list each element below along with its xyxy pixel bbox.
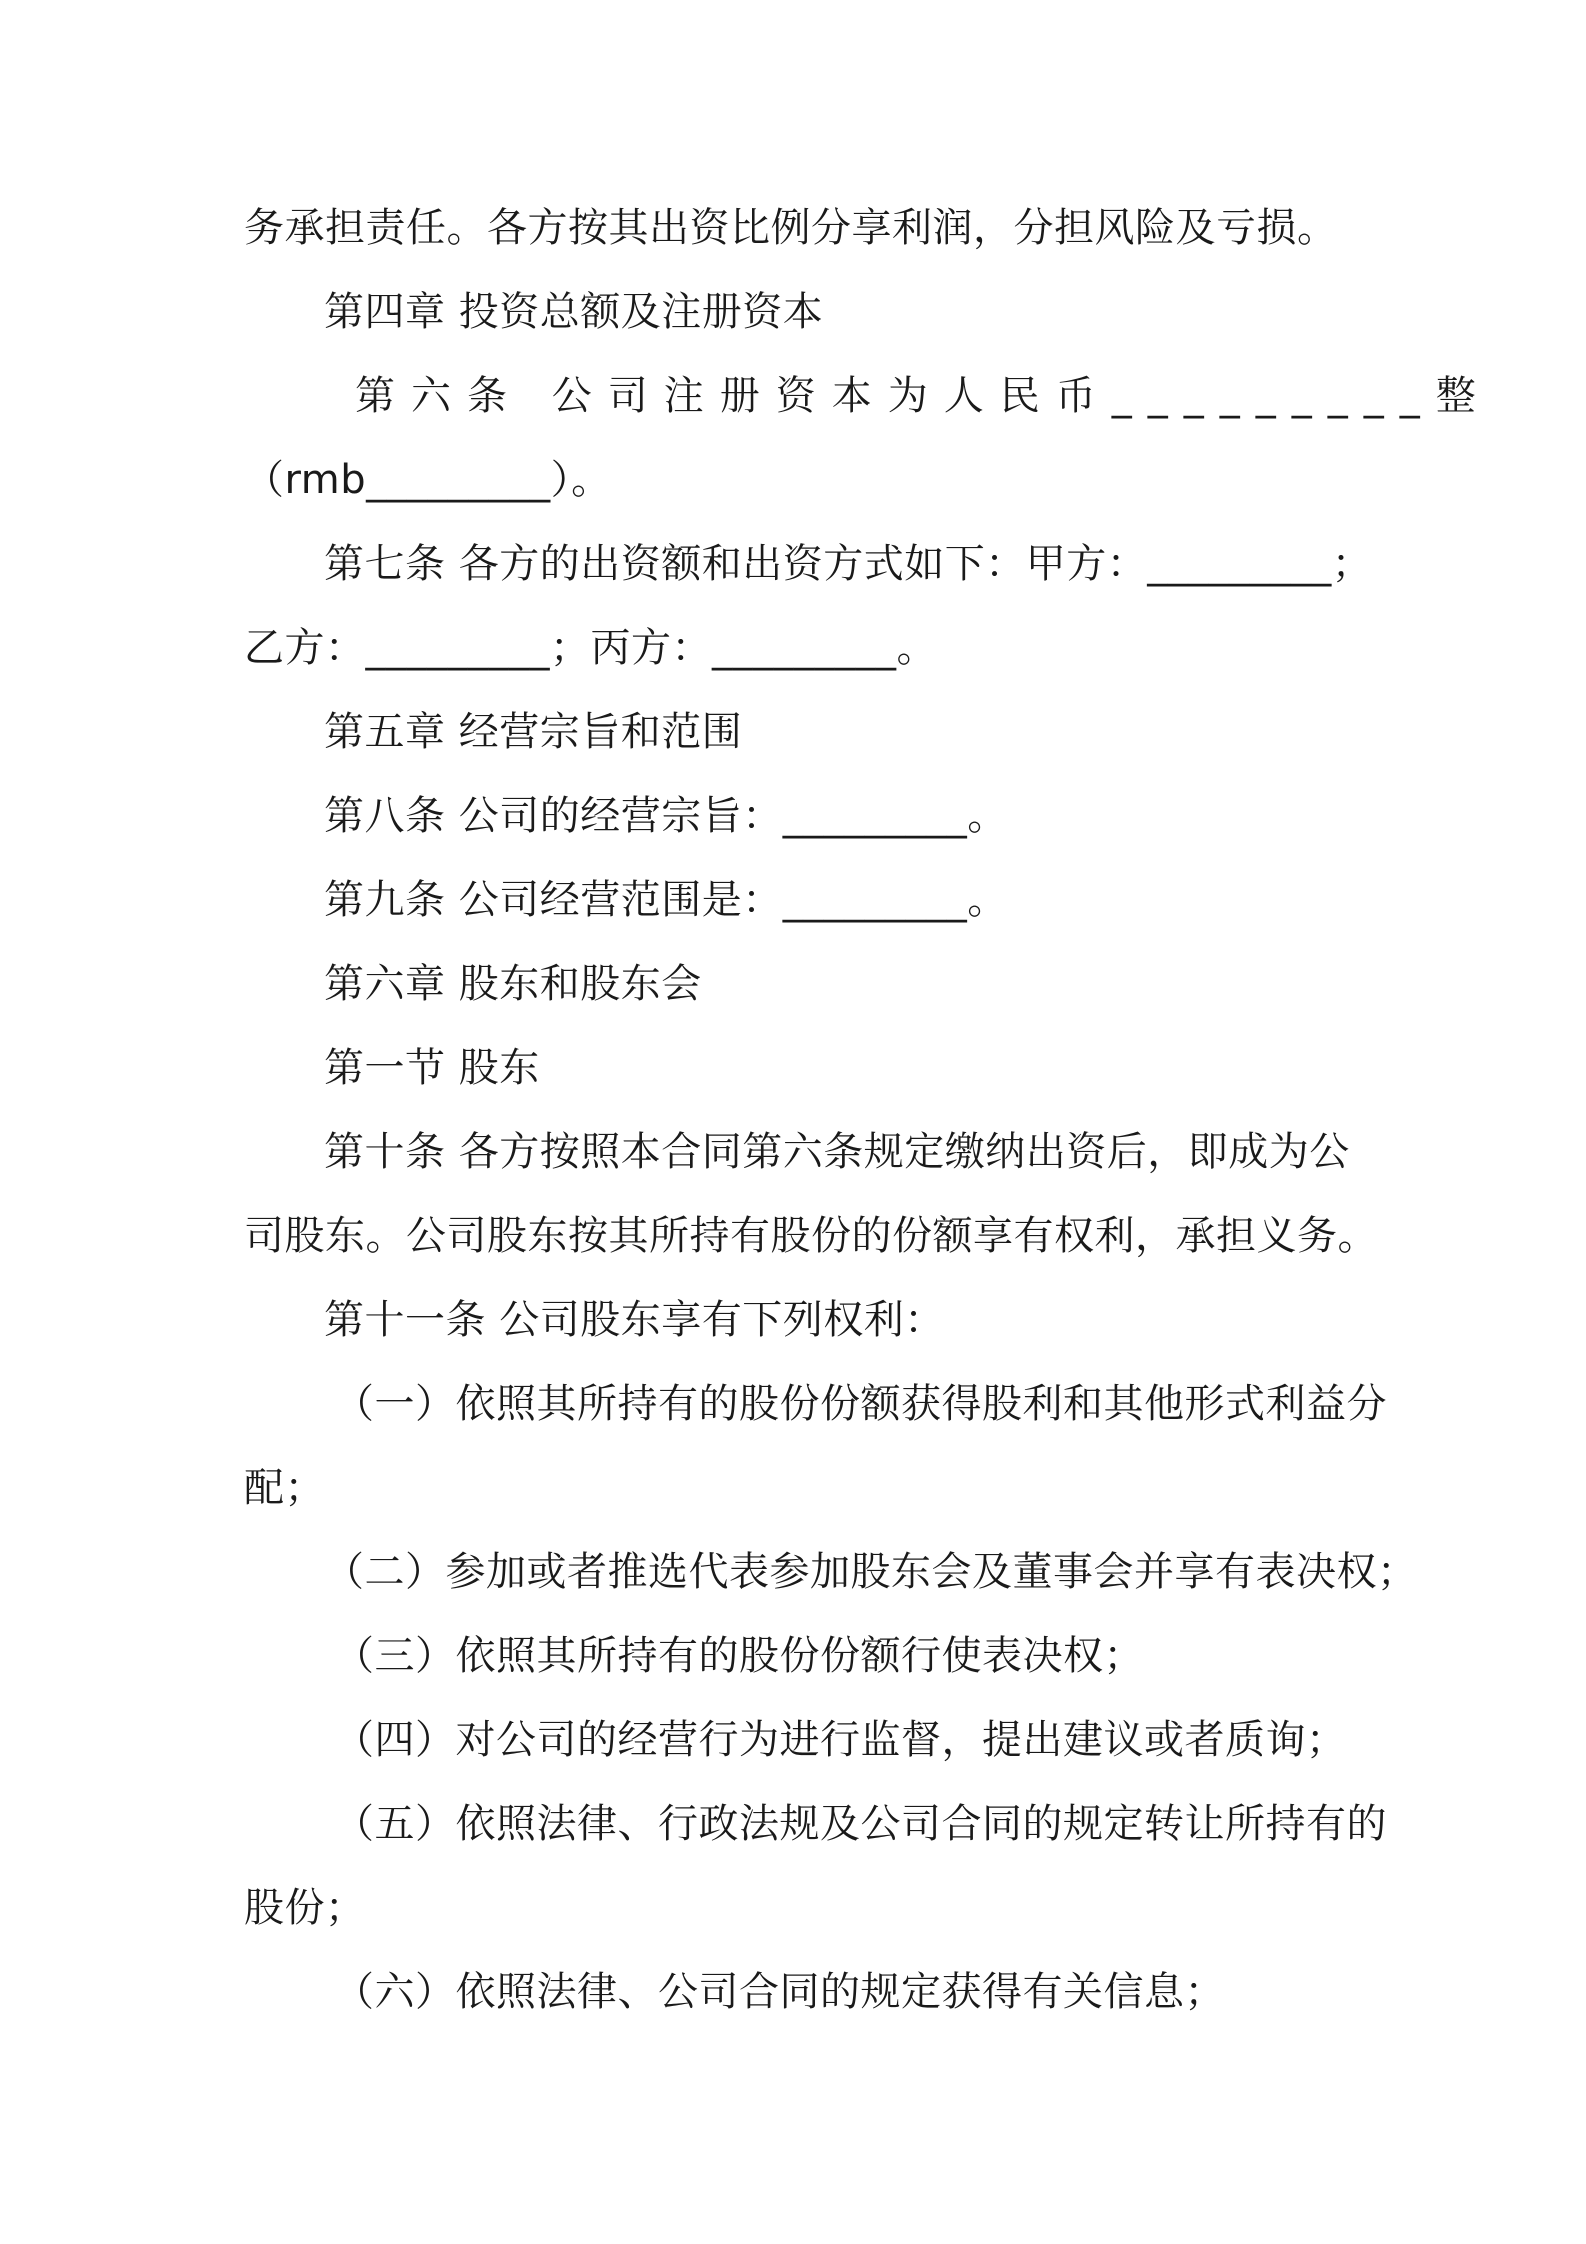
article-8: 第八条 公司的经营宗旨：_________。 xyxy=(324,793,1008,839)
article-10-line-2: 司股东。公司股东按其所持有股份的份额享有权利，承担义务。 xyxy=(244,1213,1378,1259)
article-7-line-1: 第七条 各方的出资额和出资方式如下：甲方：_________； xyxy=(324,541,1373,587)
section-1-heading: 第一节 股东 xyxy=(324,1045,540,1091)
right-item-3: （三）依照其所持有的股份份额行使表决权； xyxy=(334,1633,1144,1679)
chapter-5-heading: 第五章 经营宗旨和范围 xyxy=(324,709,743,755)
text-line-continuation: 务承担责任。各方按其出资比例分享利润，分担风险及亏损。 xyxy=(244,205,1338,251)
right-item-1-line-2: 配； xyxy=(244,1465,325,1511)
right-item-5-line-2: 股份； xyxy=(244,1885,366,1931)
article-10-line-1: 第十条 各方按照本合同第六条规定缴纳出资后，即成为公 xyxy=(324,1129,1350,1175)
chapter-4-heading: 第四章 投资总额及注册资本 xyxy=(324,289,824,335)
article-7-line-2: 乙方：_________；丙方：_________。 xyxy=(244,625,937,671)
right-item-4: （四）对公司的经营行为进行监督，提出建议或者质询； xyxy=(334,1717,1347,1763)
article-6-line-1: 第六条 公司注册资本为人民币_________整 xyxy=(355,373,1492,419)
article-6-line-2: （rmb_________）。 xyxy=(244,457,612,503)
right-item-5-line-1: （五）依照法律、行政法规及公司合同的规定转让所持有的 xyxy=(334,1801,1387,1847)
article-9: 第九条 公司经营范围是：_________。 xyxy=(324,877,1008,923)
article-11-heading: 第十一条 公司股东享有下列权利： xyxy=(324,1297,945,1343)
right-item-1-line-1: （一）依照其所持有的股份份额获得股利和其他形式利益分 xyxy=(334,1381,1387,1427)
right-item-6: （六）依照法律、公司合同的规定获得有关信息； xyxy=(334,1969,1225,2015)
chapter-6-heading: 第六章 股东和股东会 xyxy=(324,961,702,1007)
right-item-2: （二）参加或者推选代表参加股东会及董事会并享有表决权； xyxy=(324,1549,1418,1595)
